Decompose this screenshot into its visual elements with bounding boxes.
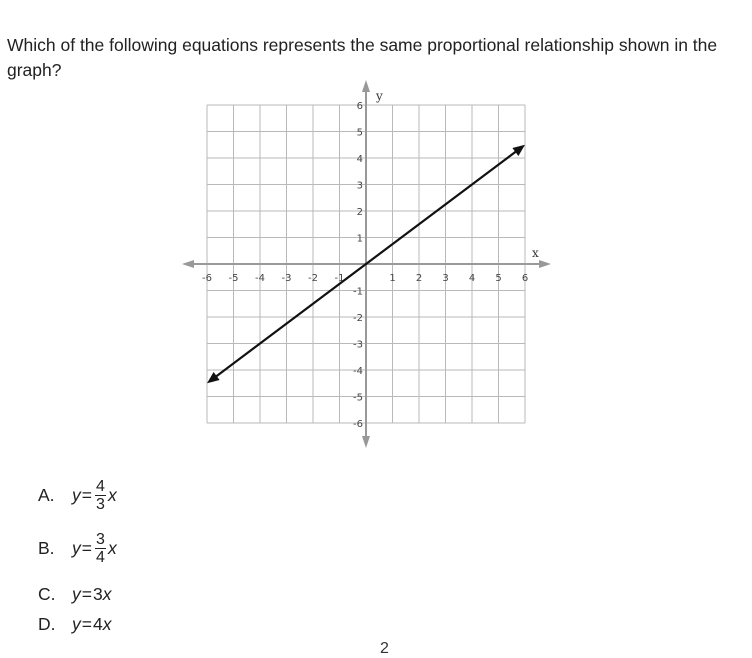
choice-d-letter: D. bbox=[38, 614, 56, 634]
page-number: 2 bbox=[380, 640, 389, 657]
choice-d-coefficient: 4 bbox=[92, 614, 103, 634]
y-tick-label: -5 bbox=[353, 392, 363, 404]
choice-a[interactable] bbox=[38, 478, 117, 513]
x-tick-label: 5 bbox=[495, 273, 502, 284]
choice-a-denominator: 3 bbox=[96, 496, 105, 513]
choice-c-coefficient: 3 bbox=[92, 584, 103, 604]
x-tick-label: 4 bbox=[468, 273, 476, 284]
choice-c-letter: C. bbox=[38, 584, 56, 604]
y-tick-label: 5 bbox=[356, 127, 363, 139]
choice-b-lhs: y bbox=[72, 538, 81, 558]
choice-b-letter: B. bbox=[38, 538, 55, 558]
choice-d[interactable] bbox=[38, 614, 111, 635]
y-tick-label: -6 bbox=[353, 419, 363, 430]
y-axis-arrow-up bbox=[362, 80, 370, 92]
y-axis-label: y bbox=[376, 89, 383, 103]
y-tick-label: -1 bbox=[353, 286, 363, 298]
y-tick-label: 6 bbox=[356, 101, 363, 112]
x-tick-label: -3 bbox=[281, 273, 292, 284]
x-tick-label: 1 bbox=[389, 273, 396, 284]
choice-c-variable: x bbox=[102, 584, 112, 604]
choice-a-letter: A. bbox=[38, 485, 55, 505]
choice-d-lhs: y bbox=[72, 614, 81, 634]
choice-c[interactable] bbox=[38, 584, 111, 605]
choice-a-lhs: y bbox=[72, 485, 81, 505]
choice-b-variable: x bbox=[107, 538, 117, 558]
choice-c-lhs: y bbox=[72, 584, 81, 604]
x-tick-label: -1 bbox=[334, 273, 345, 284]
choice-d-variable: x bbox=[102, 614, 112, 634]
x-axis-arrow-right bbox=[539, 260, 551, 268]
choice-a-variable: x bbox=[107, 485, 117, 505]
x-axis-arrow-left bbox=[182, 260, 194, 268]
choice-d-equals: = bbox=[81, 614, 92, 634]
choice-b[interactable] bbox=[38, 531, 117, 566]
choice-b-numerator: 3 bbox=[96, 531, 105, 548]
x-tick-label: -6 bbox=[202, 273, 212, 284]
question-text: Which of the following equations represents the same proportional relationship shown in the graph? bbox=[7, 35, 718, 80]
choice-b-fraction bbox=[95, 531, 106, 566]
choice-a-equals: = bbox=[81, 485, 92, 505]
y-tick-label: -3 bbox=[353, 339, 363, 351]
line-arrowhead-start bbox=[207, 372, 220, 383]
y-tick-label: -4 bbox=[353, 366, 363, 377]
line-arrowhead-end bbox=[512, 145, 525, 156]
choice-d-equation bbox=[72, 614, 111, 635]
x-tick-label: -2 bbox=[308, 273, 318, 284]
choice-a-fraction bbox=[95, 478, 106, 513]
choice-b-equals: = bbox=[81, 538, 92, 558]
y-axis-arrow-down bbox=[362, 436, 370, 448]
choice-b-equation bbox=[72, 531, 117, 566]
x-axis-label: x bbox=[532, 246, 539, 260]
x-tick-label: 6 bbox=[521, 273, 529, 284]
x-tick-label: -4 bbox=[255, 273, 265, 284]
x-tick-label: 2 bbox=[415, 273, 423, 284]
choice-a-equation bbox=[72, 478, 117, 513]
x-tick-label: -5 bbox=[228, 273, 239, 284]
choice-b-denominator: 4 bbox=[96, 549, 105, 566]
choice-c-equation bbox=[72, 584, 111, 605]
choice-a-numerator: 4 bbox=[96, 478, 105, 495]
choice-c-equals: = bbox=[81, 584, 92, 604]
y-tick-label: -2 bbox=[353, 313, 363, 324]
y-tick-label: 1 bbox=[356, 233, 363, 245]
y-tick-label: 4 bbox=[356, 154, 363, 165]
y-tick-label: 2 bbox=[356, 207, 363, 218]
y-tick-label: 3 bbox=[356, 180, 363, 192]
x-tick-label: 3 bbox=[442, 273, 449, 284]
